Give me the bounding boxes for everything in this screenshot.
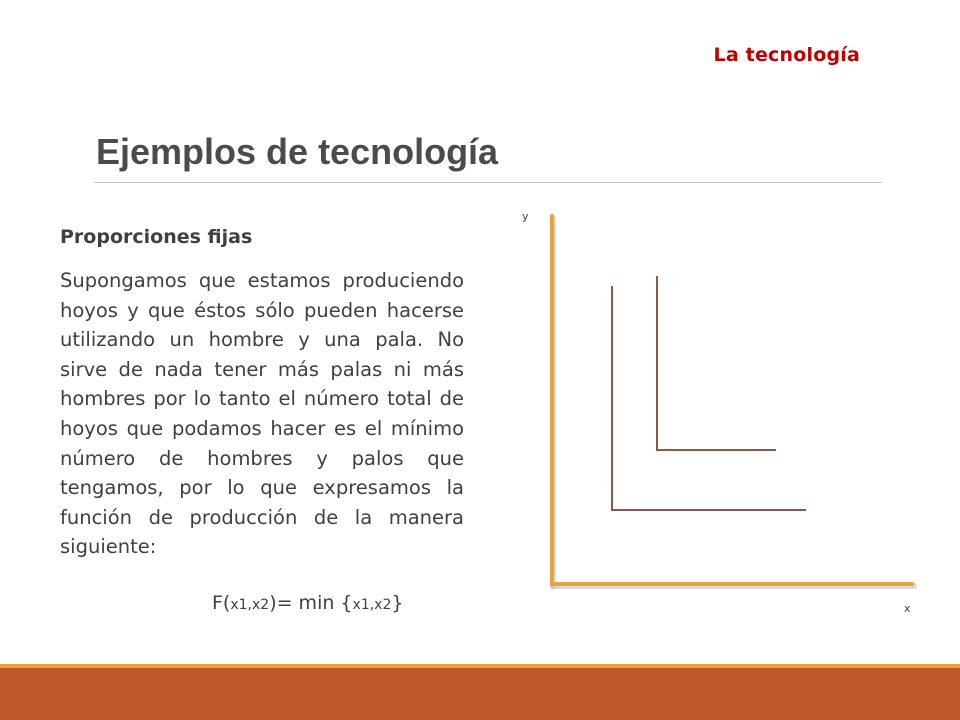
formula-suffix: } bbox=[391, 592, 404, 614]
isoquant-upper bbox=[657, 276, 776, 450]
formula-args-min: x1,x2 bbox=[352, 597, 392, 613]
formula-middle: )= min { bbox=[269, 592, 353, 614]
slide-topic: La tecnología bbox=[713, 44, 860, 66]
body-paragraph: Supongamos que estamos produciendo hoyos y que éstos sólo pueden hacerse utilizando un hombre y una pala. No sirve de nada tener más palas ni más hombres por lo tanto el número total de hoyos que podamos hacer es el mínimo número de hombres y palos que tengamos, por lo que expresamos la función de producción de la manera siguiente: bbox=[60, 269, 464, 559]
formula-args: x1,x2 bbox=[230, 597, 270, 613]
production-function-formula bbox=[212, 592, 403, 614]
x-axis-label: x bbox=[904, 602, 911, 615]
slide-title: Ejemplos de tecnología bbox=[96, 131, 499, 172]
y-axis-label: y bbox=[522, 210, 529, 223]
section-heading: Proporciones fijas bbox=[60, 226, 253, 248]
isoquant-lower bbox=[612, 286, 806, 510]
footer-band bbox=[0, 668, 960, 720]
isoquant-diagram bbox=[510, 200, 930, 630]
title-divider bbox=[94, 182, 882, 183]
formula-prefix: F( bbox=[212, 592, 231, 614]
